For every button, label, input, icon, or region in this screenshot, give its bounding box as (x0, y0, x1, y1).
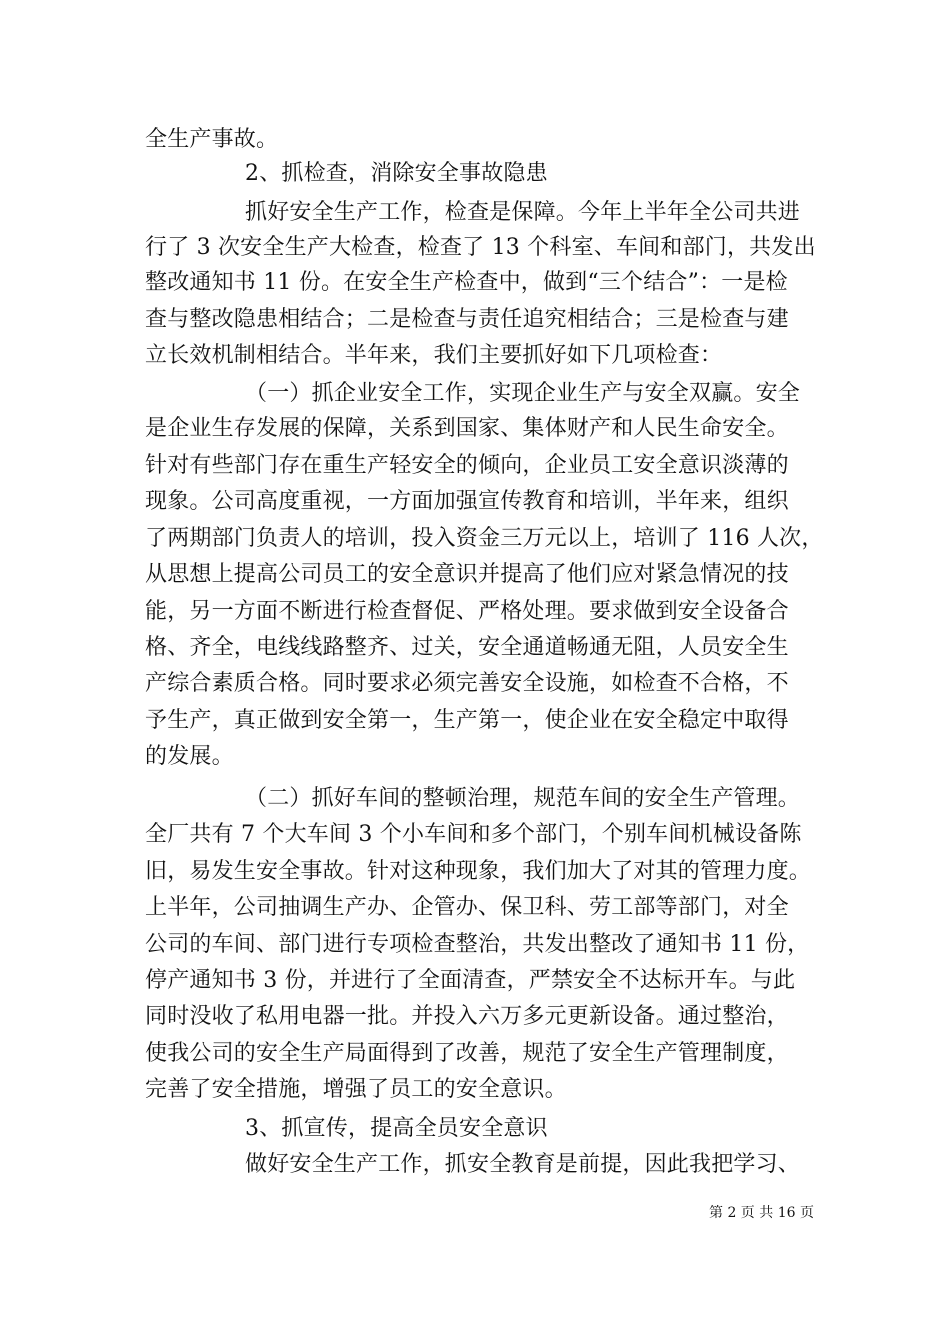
subsection-heading-1: （一）抓企业安全工作，实现企业生产与安全双赢。安全 (245, 381, 801, 406)
text-line-26: 使我公司的安全生产局面得到了改善，规范了安全生产管理制度， (145, 1041, 789, 1066)
text-line-13: 从思想上提高公司员工的安全意识并提高了他们应对紧急情况的技 (145, 562, 789, 587)
text-line-22: 上半年，公司抽调生产办、企管办、保卫科、劳工部等部门，对全 (145, 895, 789, 920)
text-line-4: 行了 3 次安全生产大检查，检查了 13 个科室、车间和部门，共发出 (145, 235, 816, 260)
page-number-footer: 第 2 页 共 16 页 (709, 1205, 814, 1221)
text-line-29: 做好安全生产工作，抓安全教育是前提，因此我把学习、 (245, 1152, 801, 1177)
text-line-12: 了两期部门负责人的培训，投入资金三万元以上，培训了 116 人次， (145, 526, 824, 551)
text-line-21: 旧，易发生安全事故。针对这种现象，我们加大了对其的管理力度。 (145, 859, 812, 884)
section-heading-2: 2、抓检查，消除安全事故隐患 (245, 161, 548, 186)
text-line-14: 能，另一方面不断进行检查督促、严格处理。要求做到安全设备合 (145, 599, 789, 624)
text-line-9: 是企业生存发展的保障，关系到国家、集体财产和人民生命安全。 (145, 416, 789, 441)
text-line-16: 产综合素质合格。同时要求必须完善安全设施，如检查不合格，不 (145, 671, 789, 696)
text-line-20: 全厂共有 7 个大车间 3 个小车间和多个部门，个别车间机械设备陈 (145, 822, 802, 847)
text-line-5: 整改通知书 11 份。在安全生产检查中，做到“三个结合”：一是检 (145, 270, 788, 295)
text-line-10: 针对有些部门存在重生产轻安全的倾向，企业员工安全意识淡薄的 (145, 453, 789, 478)
paragraph-start: 抓好安全生产工作，检查是保障。今年上半年全公司共进 (245, 200, 801, 225)
text-line-24: 停产通知书 3 份，并进行了全面清查，严禁安全不达标开车。与此 (145, 968, 796, 993)
text-line-1: 全生产事故。 (145, 127, 279, 152)
text-line-6: 查与整改隐患相结合；二是检查与责任追究相结合；三是检查与建 (145, 307, 789, 332)
subsection-heading-2: （二）抓好车间的整顿治理，规范车间的安全生产管理。 (245, 786, 801, 811)
section-heading-3: 3、抓宣传，提高全员安全意识 (245, 1116, 548, 1141)
text-line-18: 的发展。 (145, 744, 234, 769)
text-line-23: 公司的车间、部门进行专项检查整治，共发出整改了通知书 11 份， (145, 932, 810, 957)
text-line-15: 格、齐全，电线线路整齐、过关，安全通道畅通无阻，人员安全生 (145, 635, 789, 660)
text-line-27: 完善了安全措施，增强了员工的安全意识。 (145, 1077, 567, 1102)
text-line-7: 立长效机制相结合。半年来，我们主要抓好如下几项检查： (145, 343, 723, 368)
text-line-17: 予生产，真正做到安全第一，生产第一，使企业在安全稳定中取得 (145, 708, 789, 733)
text-line-11: 现象。公司高度重视，一方面加强宣传教育和培训，半年来，组织 (145, 489, 789, 514)
text-line-25: 同时没收了私用电器一批。并投入六万多元更新设备。通过整治， (145, 1004, 789, 1029)
